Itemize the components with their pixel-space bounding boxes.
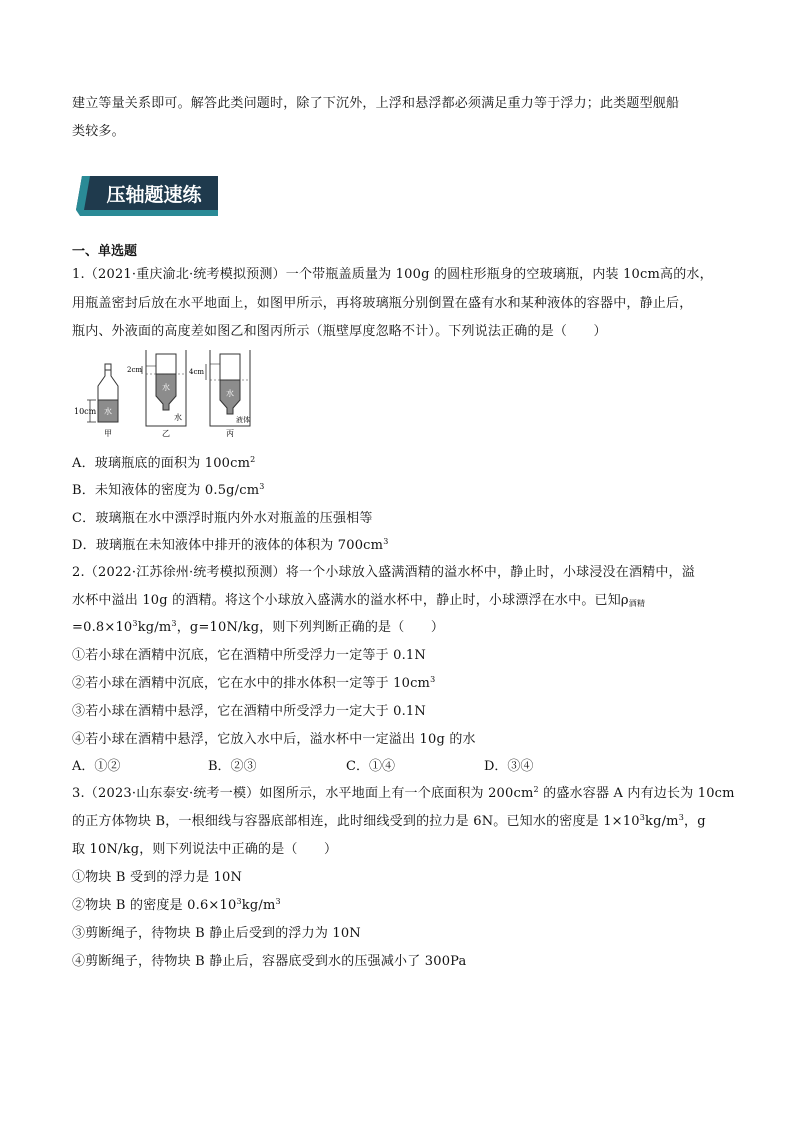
liquid-label-bing: 液体 [236, 416, 250, 424]
caption-bing: 丙 [226, 429, 234, 438]
q3-line-3: 取 10N/kg，则下列说法中正确的是（ ） [72, 842, 338, 857]
caption-yi: 乙 [162, 429, 170, 438]
section-banner [76, 176, 218, 216]
bottle-yi [127, 350, 186, 438]
caption-jia: 甲 [104, 429, 112, 438]
q3-line-2: 的正方体物块 B，一根细线与容器底部相连，此时细线受到的拉力是 6N。已知水的密度是 $1\times 10^3kg/m^3$，g [72, 813, 706, 829]
banner-title: 压轴题速练 [106, 184, 202, 206]
q1-figure [72, 350, 272, 446]
q2-option-b[interactable]: B．②③ [208, 759, 257, 774]
bottle-diagram [72, 350, 272, 446]
q3-statement-4: ④剪断绳子，待物块 B 静止后，容器底受到水的压强减小了 300Pa [72, 954, 467, 969]
q2-line-3: $=0.8\times 10^3kg/m^3$，g=10N/kg，则下列判断正确的是（ ） [72, 619, 445, 635]
q3-statement-3: ③剪断绳子，待物块 B 静止后受到的浮力为 10N [72, 926, 361, 941]
water-label-jia: 水 [104, 407, 112, 416]
q2-line-2: 水杯中溢出 10g 的酒精。将这个小球放入盛满水的溢水杯中，静止时，小球漂浮在水中。已知$\rho_{酒精}$ [72, 593, 646, 608]
q2-option-d[interactable]: D．③④ [484, 759, 534, 774]
water-label-yi-outside: 水 [174, 413, 182, 422]
q2-option-a[interactable]: A．①② [72, 759, 121, 774]
q1-line-2: 用瓶盖密封后放在水平地面上，如图甲所示，再将玻璃瓶分别倒置在盛有水和某种液体的容器中，静止后， [72, 296, 693, 311]
label-2cm: 2cm [127, 366, 143, 374]
q2-statement-3: ③若小球在酒精中悬浮，它在酒精中所受浮力一定大于 0.1N [72, 704, 426, 719]
q1-option-a[interactable]: A．玻璃瓶底的面积为 $100cm^2$ [72, 455, 256, 471]
q2-statement-2: ②若小球在酒精中沉底，它在水中的排水体积一定等于 $10cm^3$ [72, 675, 436, 691]
intro-line-2: 类较多。 [72, 124, 125, 139]
q2-statement-1: ①若小球在酒精中沉底，它在酒精中所受浮力一定等于 0.1N [72, 648, 426, 663]
section-heading: 一、单选题 [72, 244, 138, 259]
q1-option-c[interactable]: C．玻璃瓶在水中漂浮时瓶内外水对瓶盖的压强相等 [72, 511, 373, 526]
q3-statement-2: ②物块 B 的密度是 $0.6\times 10^3kg/m^3$ [72, 897, 281, 913]
q2-line-1: 2.（2022·江苏徐州·统考模拟预测）将一个小球放入盛满酒精的溢水杯中，静止时，小球浸没在酒精中，溢 [72, 565, 695, 580]
q1-option-d[interactable]: D．玻璃瓶在未知液体中排开的液体的体积为 $700cm^3$ [72, 537, 389, 553]
label-4cm: 4cm [189, 368, 205, 376]
banner-graphic [76, 176, 218, 216]
q1-line-1: 1.（2021·重庆渝北·统考模拟预测）一个带瓶盖质量为 100g 的圆柱形瓶身的空玻璃瓶，内装 10cm高的水， [72, 267, 713, 282]
q3-statement-1: ①物块 B 受到的浮力是 10N [72, 870, 243, 885]
bottle-bing [189, 350, 250, 438]
q3-line-1: 3.（2023·山东泰安·统考一模）如图所示，水平地面上有一个底面积为 $200cm^2$ 的盛水容器 A 内有边长为 10cm [72, 785, 735, 801]
water-label-yi-inside: 水 [162, 383, 170, 392]
q1-line-3: 瓶内、外液面的高度差如图乙和图丙所示（瓶壁厚度忽略不计）。下列说法正确的是（ ） [72, 324, 607, 339]
label-10cm: 10cm [74, 407, 97, 416]
q1-option-b[interactable]: B．未知液体的密度为 $0.5g/cm^3$ [72, 482, 265, 498]
water-label-bing: 水 [226, 389, 234, 398]
bottle-jia [74, 364, 118, 438]
q2-statement-4: ④若小球在酒精中悬浮，它放入水中后，溢水杯中一定溢出 10g 的水 [72, 732, 476, 747]
intro-line-1: 建立等量关系即可。解答此类问题时，除了下沉外，上浮和悬浮都必须满足重力等于浮力；此类题型舰船 [72, 96, 680, 111]
q2-option-c[interactable]: C．①④ [346, 759, 395, 774]
